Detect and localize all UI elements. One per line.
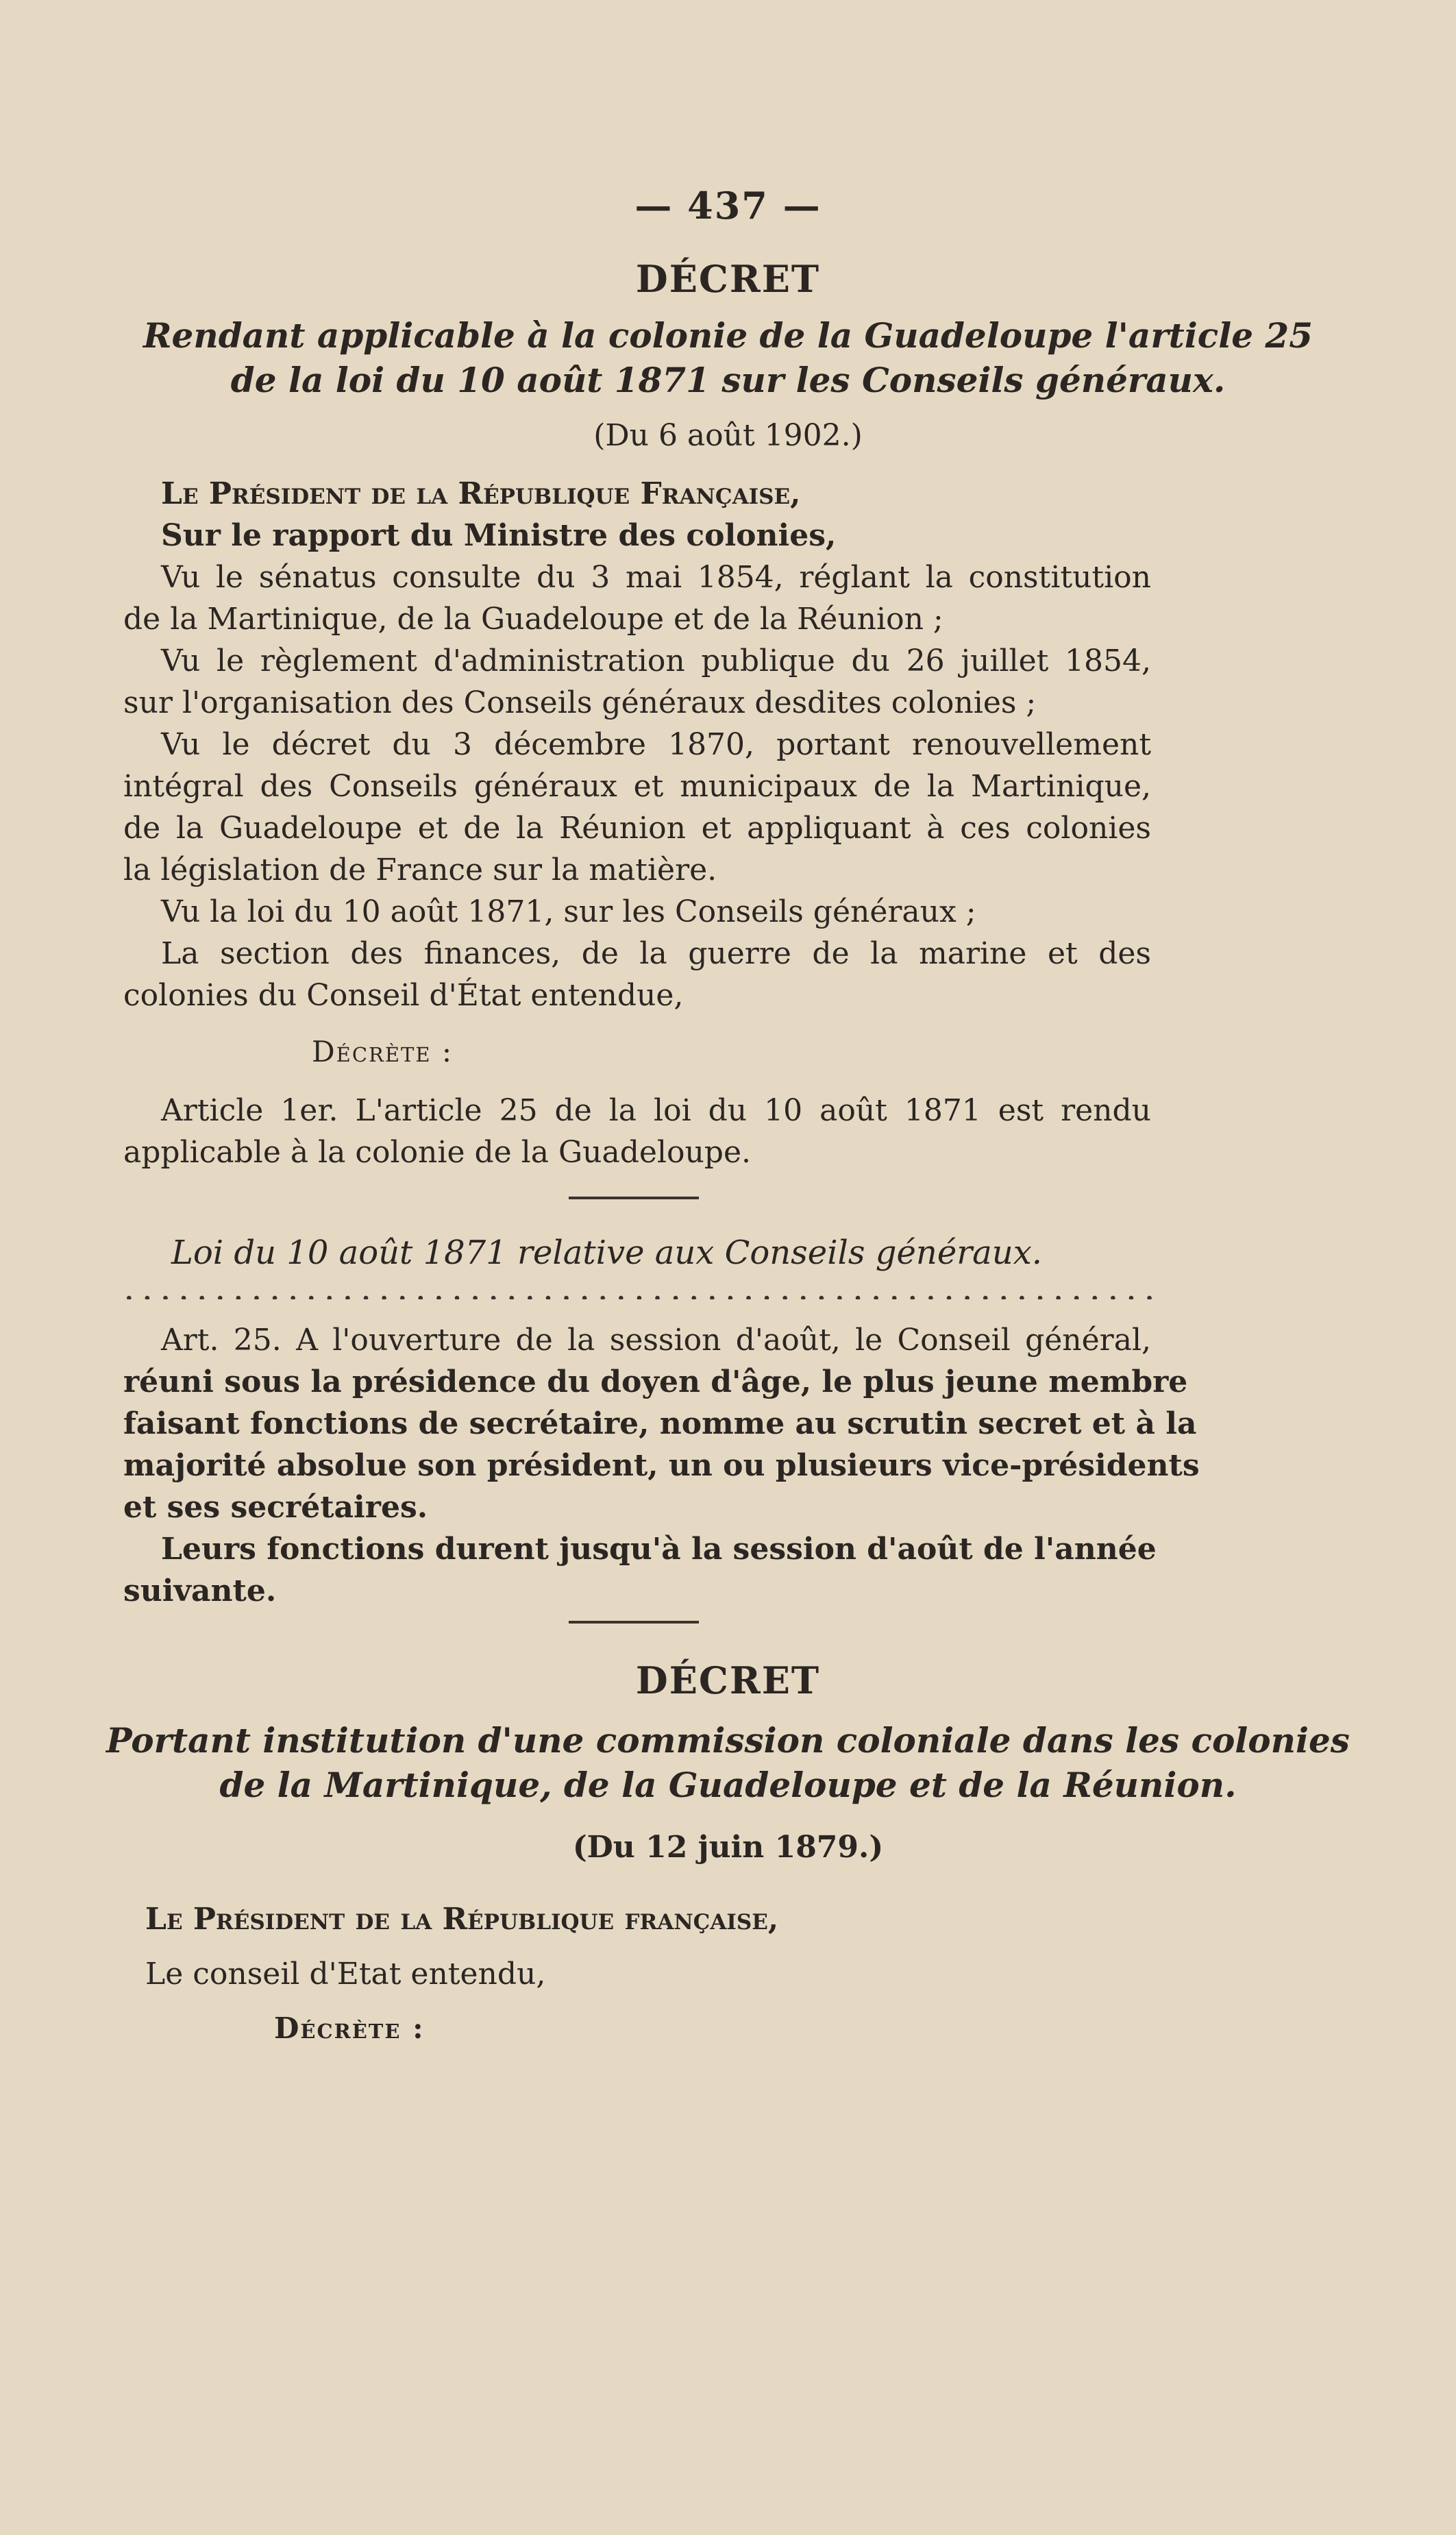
decree-1-line-8: de la Guadeloupe et de la Réunion et appliquant à ces colonies [123, 811, 1151, 846]
elision-dots [120, 1295, 1155, 1299]
decree-1-line-4: Vu le règlement d'administration publique du 26 juillet 1854, [161, 644, 1151, 678]
loi-line-6: Leurs fonctions durent jusqu'à la session d'août de l'année [161, 1532, 1157, 1567]
decree-1-line-5: sur l'organisation des Conseils généraux desdites colonies ; [123, 685, 1037, 720]
decree-2-subtitle-line-2: de la Martinique, de la Guadeloupe et de la Réunion. [219, 1765, 1237, 1805]
decree-1-decrete: Décrète : [312, 1035, 454, 1068]
loi-title: Loi du 10 août 1871 relative aux Conseils généraux. [171, 1234, 1043, 1272]
decree-1-article-line-1: Article 1er. L'article 25 de la loi du 10 août 1871 est rendu [161, 1093, 1151, 1128]
decree-1-subtitle-line-2: de la loi du 10 août 1871 sur les Conseils généraux. [230, 360, 1226, 400]
page-number: — 437 — [634, 184, 822, 228]
decree-2-date: (Du 12 juin 1879.) [572, 1830, 884, 1865]
loi-line-2: réuni sous la présidence du doyen d'âge, le plus jeune membre [123, 1364, 1188, 1399]
decree-2-decrete: Décrète : [274, 2011, 425, 2045]
decree-2-subtitle-line-1: Portant institution d'une commission coloniale dans les colonies [106, 1720, 1350, 1761]
decree-1-line-2: Vu le sénatus consulte du 3 mai 1854, réglant la constitution [161, 560, 1151, 595]
decree-1-line-3: de la Martinique, de la Guadeloupe et de la Réunion ; [123, 602, 943, 637]
decree-1-heading: DÉCRET [635, 257, 821, 301]
section-divider-2 [569, 1621, 699, 1624]
decree-1-line-10: Vu la loi du 10 août 1871, sur les Conseils généraux ; [161, 894, 976, 929]
loi-line-3: faisant fonctions de secrétaire, nomme au scrutin secret et à la [123, 1406, 1197, 1441]
decree-1-article [123, 1090, 1151, 1173]
decree-1-line-7: intégral des Conseils généraux et municipaux de la Martinique, [123, 769, 1151, 804]
decree-1-line-9: la législation de France sur la matière. [123, 853, 717, 887]
decree-2-president: Le Président de la République française, [145, 1902, 779, 1937]
decree-1-subtitle-line-1: Rendant applicable à la colonie de la Guadeloupe l'article 25 [143, 315, 1313, 356]
decree-1-president: Le Président de la République Française, [161, 476, 801, 511]
loi-line-1: Art. 25. A l'ouverture de la session d'août, le Conseil général, [161, 1323, 1151, 1358]
decree-1-line-1: Sur le rapport du Ministre des colonies, [161, 518, 837, 553]
decree-1-line-12: colonies du Conseil d'État entendue, [123, 978, 684, 1013]
loi-line-4: majorité absolue son président, un ou plusieurs vice-présidents [123, 1448, 1200, 1483]
decree-1-line-6: Vu le décret du 3 décembre 1870, portant renouvellement [161, 727, 1151, 762]
decree-2-heading: DÉCRET [635, 1658, 821, 1702]
loi-line-7: suivante. [123, 1573, 277, 1608]
decree-1-date: (Du 6 août 1902.) [593, 418, 863, 453]
loi-article [123, 1319, 1200, 1612]
decree-1-preamble [123, 473, 1151, 1016]
decree-1-line-11: La section des finances, de la guerre de la marine et des [161, 936, 1151, 971]
section-divider [569, 1197, 699, 1199]
decree-2-line: Le conseil d'Etat entendu, [145, 1957, 546, 1992]
decree-1-article-line-2: applicable à la colonie de la Guadeloupe. [123, 1135, 751, 1170]
loi-line-5: et ses secrétaires. [123, 1490, 428, 1525]
